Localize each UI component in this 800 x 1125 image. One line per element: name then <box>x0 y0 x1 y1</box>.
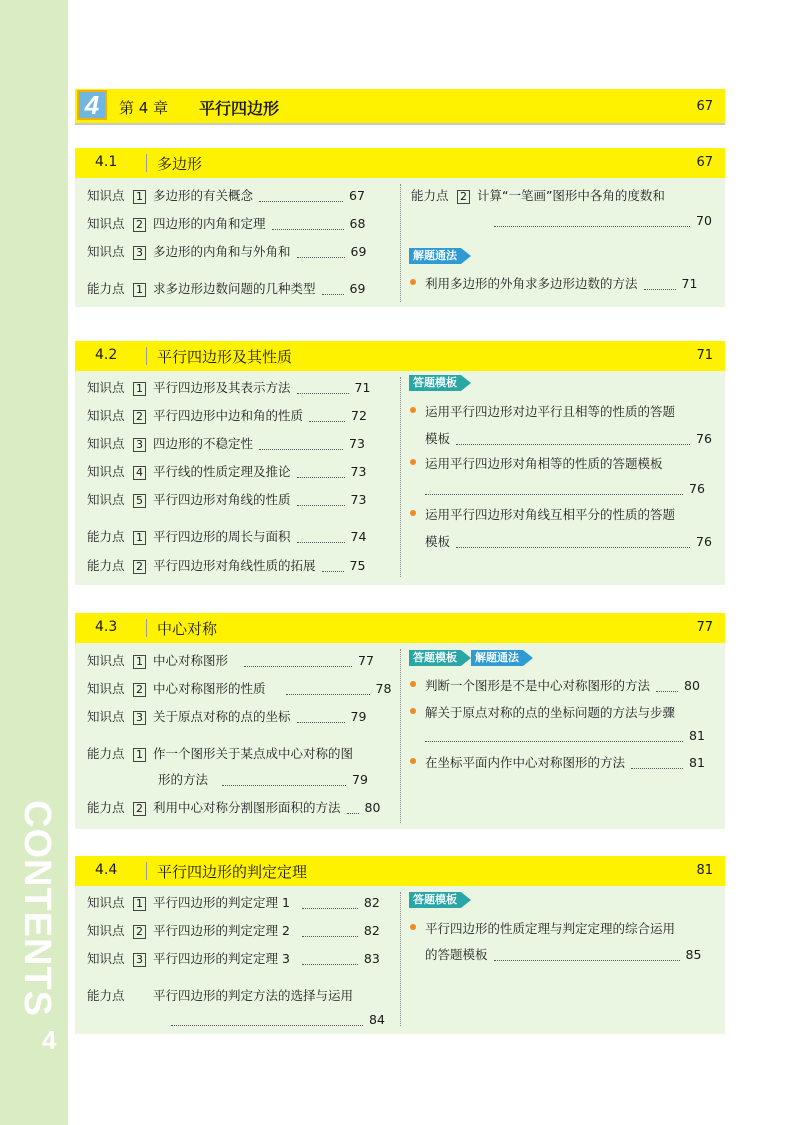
toc-entry[interactable] <box>87 744 353 762</box>
toc-entry[interactable] <box>87 462 366 480</box>
leader-dots <box>322 285 344 295</box>
entry-page: 85 <box>685 947 702 962</box>
entry-title: 模板 <box>425 534 451 549</box>
section-title: 中心对称 <box>157 620 218 638</box>
entry-index: 3 <box>133 711 146 725</box>
entry-index: 3 <box>133 953 146 967</box>
template-entry-line2[interactable] <box>425 429 712 447</box>
section-number: 4.4 <box>95 862 118 878</box>
leader-dots <box>494 951 680 961</box>
toc-entry[interactable] <box>87 556 365 574</box>
entry-page: 69 <box>350 244 367 259</box>
template-badge: 答题模板 <box>409 650 471 666</box>
entry-page: 73 <box>349 436 365 451</box>
entry-page: 80 <box>684 678 700 693</box>
leader-dots <box>456 435 690 445</box>
entry-page: 73 <box>350 492 367 507</box>
template-entry-line2[interactable] <box>425 728 705 743</box>
leader-dots <box>494 217 690 227</box>
section-title: 多边形 <box>157 155 203 173</box>
section-number: 4.3 <box>95 619 118 635</box>
entry-tag: 知识点 <box>87 464 125 479</box>
section-number: 4.1 <box>95 154 118 170</box>
entry-title: 四边形的不稳定性 <box>152 436 253 451</box>
entry-tag: 能力点 <box>87 988 125 1003</box>
entry-tag: 能力点 <box>87 558 125 573</box>
entry-index: 2 <box>133 560 146 574</box>
section-page: 77 <box>696 620 713 635</box>
toc-entry[interactable] <box>87 406 367 424</box>
bullet-icon <box>410 681 416 687</box>
section-title: 平行四边形及其性质 <box>157 348 293 366</box>
entry-page: 76 <box>696 431 712 446</box>
leader-dots <box>456 538 690 548</box>
template-entry-line1[interactable]: 运用平行四边形对边平行且相等的性质的答题 <box>425 404 676 419</box>
bullet-icon <box>410 510 416 516</box>
column-divider <box>400 649 401 823</box>
template-entry-line2[interactable] <box>425 481 705 496</box>
entry-title: 中心对称图形 <box>152 653 228 668</box>
entry-tag: 知识点 <box>87 436 125 451</box>
toc-entry[interactable] <box>411 186 665 204</box>
section-header[interactable] <box>75 341 725 371</box>
toc-entry[interactable] <box>87 434 365 452</box>
entry-index: 2 <box>133 410 146 424</box>
template-entry-line1[interactable]: 运用平行四边形对角线互相平分的性质的答题 <box>425 507 676 522</box>
entry-tag: 知识点 <box>87 244 125 259</box>
entry-tag: 能力点 <box>411 188 449 203</box>
section-4-2 <box>75 341 725 585</box>
bullet-icon <box>410 279 416 285</box>
column-divider <box>400 892 401 1026</box>
entry-title: 平行四边形的周长与面积 <box>152 529 291 544</box>
template-entry-line1[interactable]: 解关于原点对称的点的坐标问题的方法与步骤 <box>425 705 676 720</box>
entry-tag: 知识点 <box>87 653 125 668</box>
section-header[interactable] <box>75 613 725 643</box>
leader-dots <box>656 682 678 692</box>
entry-index: 2 <box>133 683 146 697</box>
toc-entry[interactable] <box>87 490 366 508</box>
entry-tag: 知识点 <box>87 408 125 423</box>
entry-title: 的答题模板 <box>425 947 488 962</box>
section-separator <box>146 154 147 172</box>
section-separator <box>146 619 147 637</box>
section-page: 67 <box>696 155 713 170</box>
entry-index: 1 <box>133 531 146 545</box>
entry-title: 利用中心对称分割图形面积的方法 <box>152 800 341 815</box>
entry-title: 在坐标平面内作中心对称图形的方法 <box>425 755 626 770</box>
toc-entry[interactable] <box>87 527 366 545</box>
entry-title: 平行线的性质定理及推论 <box>152 464 291 479</box>
entry-page: 76 <box>689 481 705 496</box>
entry-tag: 知识点 <box>87 492 125 507</box>
entry-page: 81 <box>689 755 705 770</box>
entry-tag: 知识点 <box>87 216 125 231</box>
toc-entry[interactable] <box>87 986 353 1004</box>
entry-title: 平行四边形的判定定理 3 <box>152 951 290 966</box>
chapter-header[interactable] <box>75 89 725 125</box>
column-divider <box>400 184 401 302</box>
entry-page: 83 <box>363 951 380 966</box>
section-page: 71 <box>696 348 713 363</box>
entry-page: 80 <box>364 800 381 815</box>
entry-page: 81 <box>689 728 705 743</box>
entry-tag: 知识点 <box>87 923 125 938</box>
toc-entry-continuation[interactable] <box>171 1012 385 1027</box>
entry-page: 75 <box>349 558 366 573</box>
entry-page: 72 <box>351 408 367 423</box>
entry-index: 4 <box>133 466 146 480</box>
entry-page: 70 <box>696 213 712 228</box>
entry-page: 68 <box>349 216 366 231</box>
entry-title: 利用多边形的外角求多边形边数的方法 <box>425 276 638 291</box>
entry-page: 71 <box>354 380 371 395</box>
entry-page: 82 <box>363 895 380 910</box>
entry-page: 82 <box>363 923 380 938</box>
chapter-page: 67 <box>696 99 713 114</box>
chapter-label: 第 4 章 <box>119 99 169 117</box>
leader-dots <box>297 713 345 723</box>
entry-page: 71 <box>681 276 698 291</box>
entry-page: 69 <box>349 281 366 296</box>
bullet-icon <box>410 708 416 714</box>
toc-entry[interactable] <box>87 893 380 911</box>
entry-page: 79 <box>350 709 367 724</box>
method-entry[interactable] <box>425 274 697 292</box>
entry-index: 1 <box>133 382 146 396</box>
template-entry[interactable] <box>425 676 700 694</box>
section-number: 4.2 <box>95 347 118 363</box>
entry-index: 1 <box>133 897 146 911</box>
leader-dots <box>286 685 370 695</box>
section-4-4 <box>75 856 725 1034</box>
entry-tag: 知识点 <box>87 380 125 395</box>
toc-entry[interactable] <box>87 921 380 939</box>
entry-title: 作一个图形关于某点成中心对称的图 <box>152 746 353 761</box>
template-entry[interactable] <box>425 753 705 771</box>
bullet-icon <box>410 758 416 764</box>
entry-title: 计算“一笔画”图形中各角的度数和 <box>476 188 665 203</box>
entry-title: 中心对称图形的性质 <box>152 681 266 696</box>
entry-title: 关于原点对称的点的坐标 <box>152 709 291 724</box>
leader-dots <box>297 496 345 506</box>
entry-index: 2 <box>133 802 146 816</box>
toc-entry[interactable] <box>87 279 365 297</box>
entry-page: 67 <box>349 188 365 203</box>
bullet-icon <box>410 459 416 465</box>
leader-dots <box>309 412 345 422</box>
chapter-number-badge: 4 <box>77 90 107 120</box>
method-badge: 解题通法 <box>471 650 533 666</box>
leader-dots <box>259 440 343 450</box>
entry-index: 1 <box>133 748 146 762</box>
entry-page: 74 <box>350 529 367 544</box>
entry-index: 5 <box>133 494 146 508</box>
leader-dots <box>644 280 676 290</box>
entry-title: 多边形的内角和与外角和 <box>152 244 291 259</box>
contents-number: 4 <box>42 1025 57 1055</box>
toc-entry[interactable] <box>87 242 366 260</box>
template-badge: 答题模板 <box>409 892 471 908</box>
entry-tag: 知识点 <box>87 681 125 696</box>
entry-index: 1 <box>133 283 146 297</box>
template-entry-line2[interactable] <box>425 945 701 963</box>
section-page: 81 <box>696 863 713 878</box>
column-divider <box>400 377 401 577</box>
leader-dots <box>631 759 683 769</box>
leader-dots <box>425 732 683 742</box>
entry-tag: 能力点 <box>87 529 125 544</box>
entry-tag: 知识点 <box>87 709 125 724</box>
toc-entry[interactable] <box>87 707 366 725</box>
section-separator <box>146 347 147 365</box>
entry-tag: 知识点 <box>87 951 125 966</box>
template-entry-line1[interactable]: 平行四边形的性质定理与判定定理的综合运用 <box>425 921 676 936</box>
entry-page: 84 <box>369 1012 385 1027</box>
toc-entry[interactable] <box>87 214 365 232</box>
leader-dots <box>222 776 346 786</box>
entry-title: 平行四边形的判定方法的选择与运用 <box>152 988 353 1003</box>
contents-label: CONTENTS <box>16 800 58 1017</box>
entry-index: 1 <box>133 655 146 669</box>
template-badge: 答题模板 <box>409 375 471 391</box>
section-header[interactable] <box>75 856 725 886</box>
entry-index: 3 <box>133 438 146 452</box>
entry-title: 平行四边形及其表示方法 <box>152 380 291 395</box>
entry-index: 3 <box>133 246 146 260</box>
leader-dots <box>302 899 358 909</box>
bullet-icon <box>410 924 416 930</box>
template-entry-line1[interactable]: 运用平行四边形对角相等的性质的答题模板 <box>425 456 663 471</box>
leader-dots <box>297 248 345 258</box>
section-separator <box>146 862 147 880</box>
template-entry-line2[interactable] <box>425 532 712 550</box>
leader-dots <box>425 485 683 495</box>
entry-title: 平行四边形的判定定理 1 <box>152 895 290 910</box>
entry-title: 多边形的有关概念 <box>152 188 253 203</box>
entry-index: 2 <box>133 925 146 939</box>
entry-title: 平行四边形中边和角的性质 <box>152 408 303 423</box>
leader-dots <box>302 927 358 937</box>
entry-index: 2 <box>133 218 146 232</box>
entry-index: 2 <box>457 190 470 204</box>
leader-dots <box>259 192 343 202</box>
entry-page: 73 <box>350 464 367 479</box>
entry-page: 76 <box>696 534 712 549</box>
leader-dots <box>272 220 344 230</box>
bullet-icon <box>410 407 416 413</box>
toc-entry[interactable] <box>87 651 374 669</box>
toc-entry-continuation[interactable] <box>158 770 368 788</box>
toc-entry[interactable] <box>87 186 365 204</box>
entry-title: 模板 <box>425 431 451 446</box>
entry-title: 平行四边形对角线的性质 <box>152 492 291 507</box>
entry-title: 判断一个图形是不是中心对称图形的方法 <box>425 678 651 693</box>
leader-dots <box>322 562 344 572</box>
entry-page: 78 <box>375 681 392 696</box>
entry-tag: 知识点 <box>87 895 125 910</box>
entry-title: 形的方法 <box>158 772 209 787</box>
section-4-1 <box>75 148 725 307</box>
entry-title: 四边形的内角和定理 <box>152 216 266 231</box>
entry-tag: 能力点 <box>87 746 125 761</box>
entry-tag: 能力点 <box>87 800 125 815</box>
entry-title: 平行四边形对角线性质的拓展 <box>152 558 316 573</box>
leader-dots <box>244 657 352 667</box>
toc-entry[interactable] <box>87 949 380 967</box>
toc-entry-continuation[interactable] <box>494 213 712 228</box>
method-badge: 解题通法 <box>409 248 471 264</box>
toc-entry[interactable] <box>87 679 391 697</box>
entry-title: 求多边形边数问题的几种类型 <box>152 281 316 296</box>
section-title: 平行四边形的判定定理 <box>157 863 308 881</box>
leader-dots <box>347 804 359 814</box>
leader-dots <box>297 384 349 394</box>
entry-title: 平行四边形的判定定理 2 <box>152 923 290 938</box>
entry-tag: 能力点 <box>87 281 125 296</box>
entry-page: 79 <box>352 772 368 787</box>
section-4-3 <box>75 613 725 829</box>
toc-entry[interactable] <box>87 378 370 396</box>
leader-dots <box>302 955 358 965</box>
leader-dots <box>171 1016 363 1026</box>
leader-dots <box>297 468 345 478</box>
leader-dots <box>297 533 345 543</box>
entry-page: 77 <box>358 653 374 668</box>
chapter-title: 平行四边形 <box>199 99 280 118</box>
entry-index: 1 <box>133 190 146 204</box>
entry-tag: 知识点 <box>87 188 125 203</box>
section-header[interactable] <box>75 148 725 178</box>
toc-entry[interactable] <box>87 798 380 816</box>
